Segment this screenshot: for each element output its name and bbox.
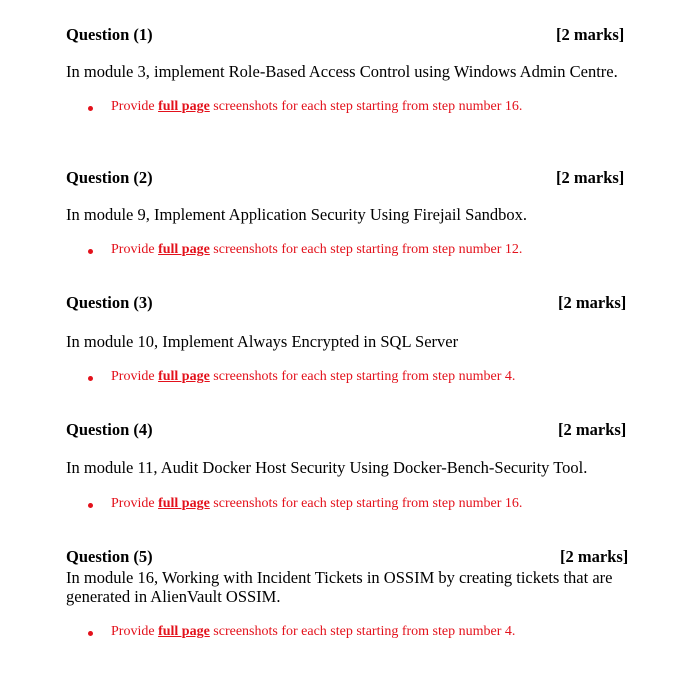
bullet-post: screenshots for each step starting from step number 12. [213, 242, 523, 257]
bullet-pre: Provide [111, 99, 155, 114]
question-4-marks: [2 marks] [558, 420, 627, 439]
question-5-title: Question (5) [66, 547, 153, 566]
question-2-marks: [2 marks] [556, 168, 625, 187]
bullet-dot-icon [88, 106, 93, 111]
bullet-pre: Provide [111, 242, 155, 257]
bullet-emphasis: full page [158, 242, 210, 257]
question-2-title: Question (2) [66, 168, 153, 187]
bullet-post: screenshots for each step starting from step number 16. [213, 496, 523, 511]
bullet-pre: Provide [111, 496, 155, 511]
question-1-text: In module 3, implement Role-Based Access Control using Windows Admin Centre. [66, 62, 618, 81]
bullet-emphasis: full page [158, 624, 210, 639]
bullet-emphasis: full page [158, 369, 210, 384]
bullet-post: screenshots for each step starting from step number 16. [213, 99, 523, 114]
bullet-pre: Provide [111, 624, 155, 639]
bullet-emphasis: full page [158, 496, 210, 511]
question-1-title: Question (1) [66, 25, 153, 44]
question-4-text: In module 11, Audit Docker Host Security Using Docker-Bench-Security Tool. [66, 458, 588, 477]
bullet-emphasis: full page [158, 99, 210, 114]
question-3-text: In module 10, Implement Always Encrypted in SQL Server [66, 332, 459, 351]
question-4-title: Question (4) [66, 420, 153, 439]
bullet-post: screenshots for each step starting from step number 4. [213, 369, 516, 384]
bullet-dot-icon [88, 376, 93, 381]
question-1-marks: [2 marks] [556, 25, 625, 44]
question-3-title: Question (3) [66, 293, 153, 312]
question-5-marks: [2 marks] [560, 547, 629, 566]
bullet-post: screenshots for each step starting from step number 4. [213, 624, 516, 639]
bullet-dot-icon [88, 249, 93, 254]
bullet-dot-icon [88, 503, 93, 508]
bullet-dot-icon [88, 631, 93, 636]
question-2-text: In module 9, Implement Application Security Using Firejail Sandbox. [66, 205, 528, 224]
question-5-text: In module 16, Working with Incident Tickets in OSSIM by creating tickets that are generated in AlienVault OSSIM. [66, 568, 613, 606]
question-3-marks: [2 marks] [558, 293, 627, 312]
bullet-pre: Provide [111, 369, 155, 384]
